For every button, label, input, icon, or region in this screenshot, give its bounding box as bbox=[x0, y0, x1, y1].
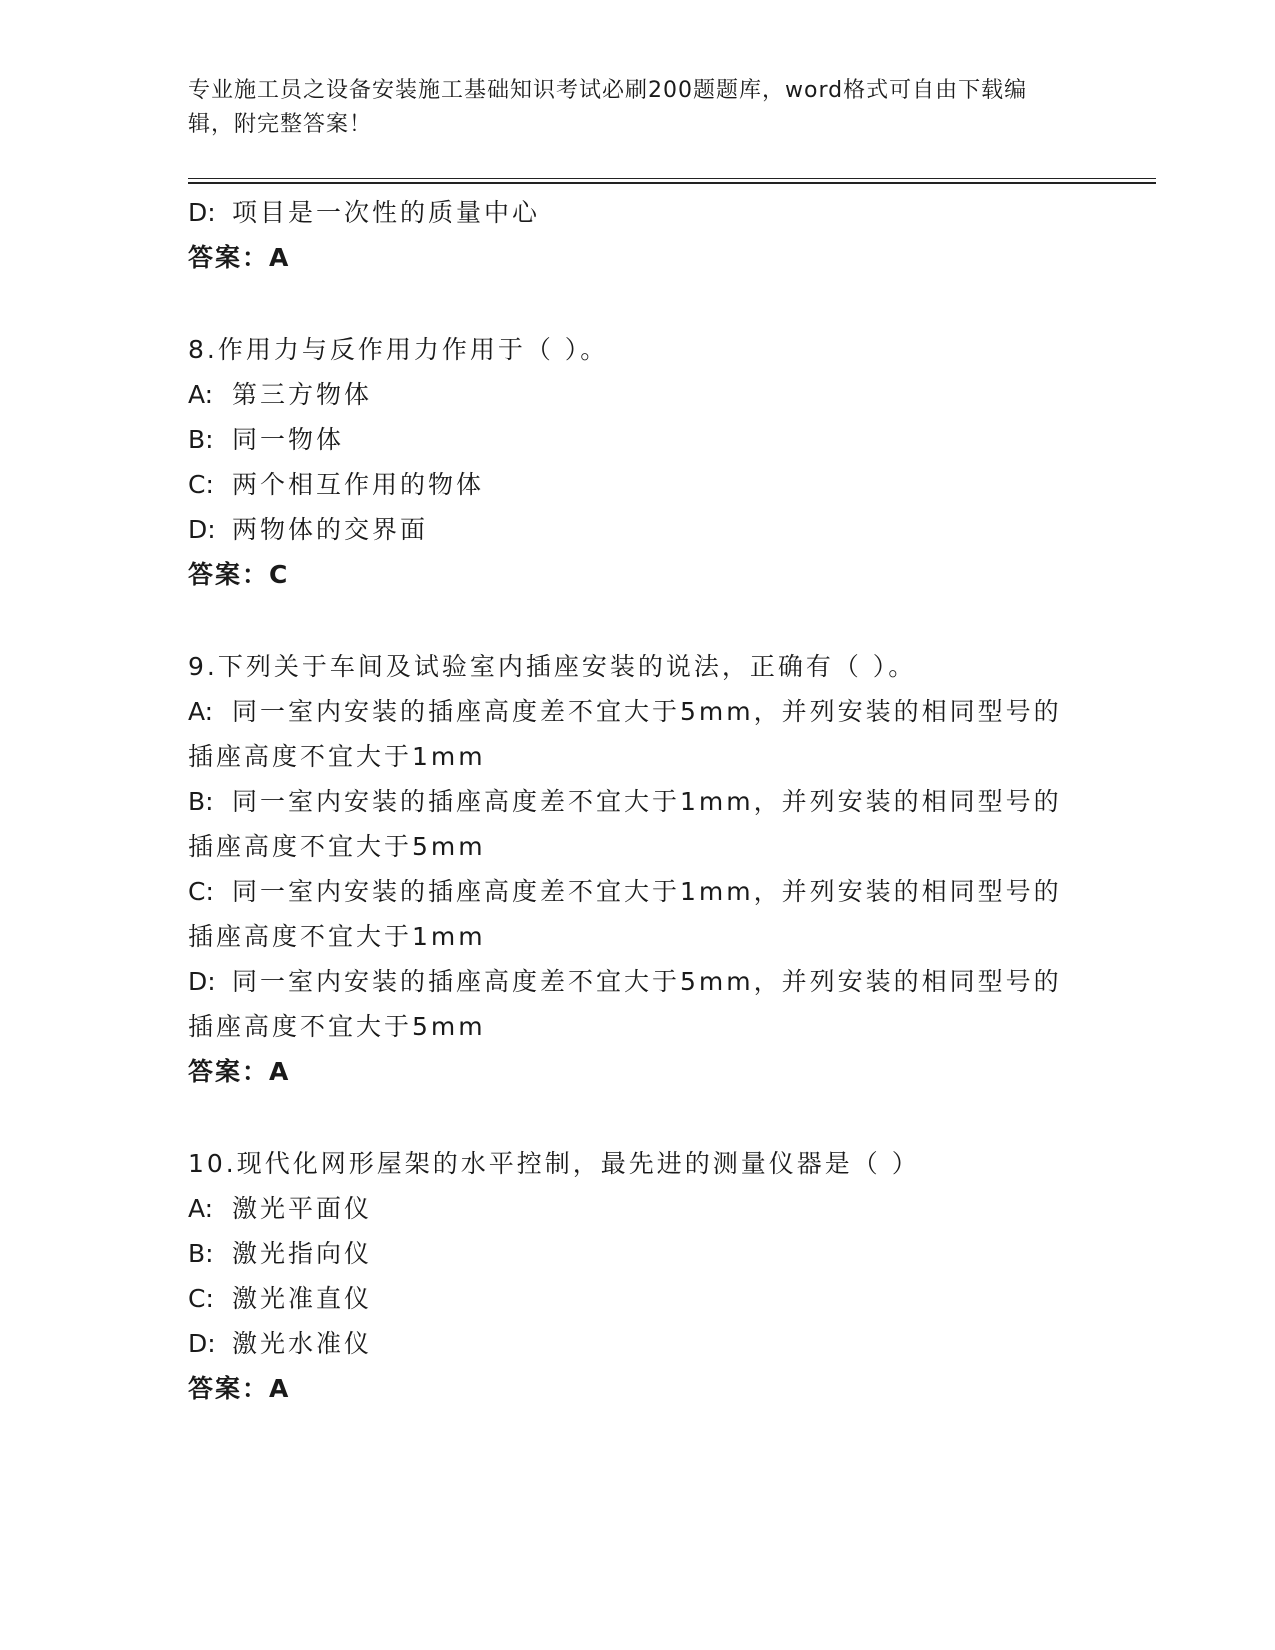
option-key: B: bbox=[188, 787, 214, 816]
option-text: 两物体的交界面 bbox=[232, 515, 429, 544]
q9-option-c bbox=[188, 869, 1068, 959]
q9-option-b bbox=[188, 779, 1068, 869]
option-text: 激光准直仪 bbox=[232, 1284, 373, 1313]
q8-option-d bbox=[188, 507, 1068, 552]
option-text: 第三方物体 bbox=[232, 380, 373, 409]
header-divider-thick bbox=[188, 182, 1156, 184]
option-text: 同一室内安装的插座高度差不宜大于1mm，并列安装的相同型号的插座高度不宜大于1mm bbox=[188, 877, 1062, 951]
option-key: A: bbox=[188, 380, 214, 409]
q10-option-d bbox=[188, 1321, 1068, 1366]
option-key: D: bbox=[188, 515, 216, 544]
answer-label: 答案： bbox=[188, 243, 270, 272]
q9-answer bbox=[188, 1049, 1068, 1094]
q9-question: 9.下列关于车间及试验室内插座安装的说法，正确有（ ）。 bbox=[188, 652, 917, 681]
option-key: B: bbox=[188, 425, 214, 454]
prev-answer bbox=[188, 235, 1068, 280]
q9-option-a bbox=[188, 689, 1068, 779]
q8-option-a bbox=[188, 372, 1068, 417]
prev-option-d bbox=[188, 190, 1068, 235]
option-key: C: bbox=[188, 470, 214, 499]
option-text: 同一室内安装的插座高度差不宜大于1mm，并列安装的相同型号的插座高度不宜大于5mm bbox=[188, 787, 1062, 861]
option-key: C: bbox=[188, 1284, 214, 1313]
q8-option-c bbox=[188, 462, 1068, 507]
header-divider-thin bbox=[188, 178, 1156, 179]
answer-label: 答案： bbox=[188, 1374, 270, 1403]
q8-question: 8.作用力与反作用力作用于（ ）。 bbox=[188, 335, 609, 364]
option-text: 同一物体 bbox=[232, 425, 345, 454]
q8-option-b bbox=[188, 417, 1068, 462]
option-text: 激光指向仪 bbox=[232, 1239, 373, 1268]
option-text: 同一室内安装的插座高度差不宜大于5mm，并列安装的相同型号的插座高度不宜大于1mm bbox=[188, 697, 1062, 771]
q10-option-c bbox=[188, 1276, 1068, 1321]
option-text: 两个相互作用的物体 bbox=[232, 470, 485, 499]
answer-value: A bbox=[269, 243, 291, 272]
option-key: A: bbox=[188, 697, 214, 726]
answer-label: 答案： bbox=[188, 1057, 270, 1086]
q9-option-d bbox=[188, 959, 1068, 1049]
answer-value: A bbox=[269, 1374, 291, 1403]
question-content bbox=[188, 190, 1068, 1411]
answer-value: C bbox=[269, 560, 290, 589]
option-key: A: bbox=[188, 1194, 214, 1223]
option-key: D: bbox=[188, 1329, 216, 1358]
option-text: 项目是一次性的质量中心 bbox=[232, 198, 541, 227]
option-key: B: bbox=[188, 1239, 214, 1268]
option-text: 激光平面仪 bbox=[232, 1194, 373, 1223]
option-text: 同一室内安装的插座高度差不宜大于5mm，并列安装的相同型号的插座高度不宜大于5mm bbox=[188, 967, 1062, 1041]
answer-value: A bbox=[269, 1057, 291, 1086]
q10-question: 10.现代化网形屋架的水平控制，最先进的测量仪器是（ ） bbox=[188, 1149, 920, 1178]
q10-answer bbox=[188, 1366, 1068, 1411]
document-header: 专业施工员之设备安装施工基础知识考试必刷200题题库，word格式可自由下载编辑，附完整答案！ bbox=[188, 78, 1028, 137]
answer-label: 答案： bbox=[188, 560, 270, 589]
option-key: D: bbox=[188, 967, 216, 996]
q10-option-b bbox=[188, 1231, 1068, 1276]
option-text: 激光水准仪 bbox=[232, 1329, 373, 1358]
q8-answer bbox=[188, 552, 1068, 597]
option-key: D: bbox=[188, 198, 216, 227]
q10-option-a bbox=[188, 1186, 1068, 1231]
option-key: C: bbox=[188, 877, 214, 906]
